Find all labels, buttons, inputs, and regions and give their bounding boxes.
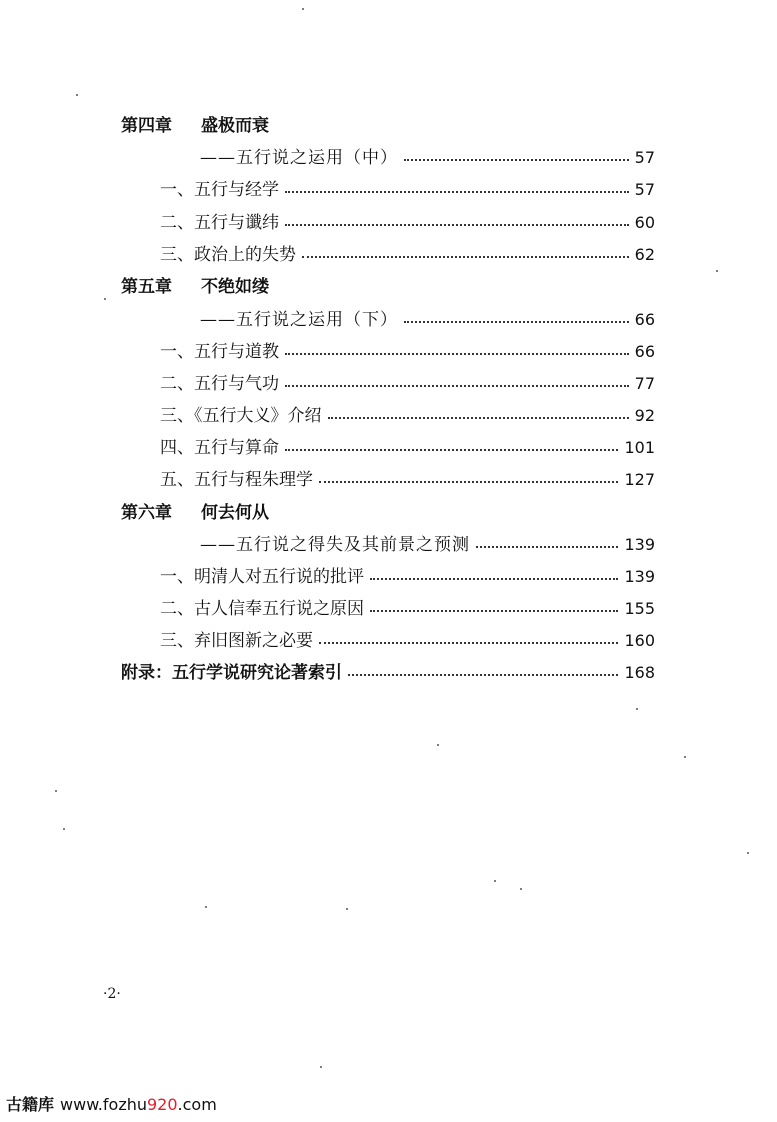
dot-leader: [404, 159, 629, 161]
entry-page-number: 57: [634, 148, 655, 167]
scan-speck: [320, 1066, 322, 1068]
site-name: 古籍库: [6, 1095, 55, 1114]
scan-speck: [520, 888, 522, 890]
dot-leader: [370, 578, 618, 580]
entry-label: 二、古人信奉五行说之原因: [160, 599, 364, 619]
chapter-number: 第四章: [121, 116, 172, 136]
chapter-number: 第六章: [121, 503, 172, 523]
toc-entry: [0, 144, 777, 172]
scan-speck: [63, 828, 65, 830]
entry-label: ——五行说之得失及其前景之预测: [200, 535, 470, 555]
entry-page-number: 101: [624, 438, 655, 457]
scan-speck: [205, 906, 207, 908]
entry-label: 三、弃旧图新之必要: [160, 631, 313, 651]
toc-entry: [0, 306, 777, 334]
entry-page-number: 160: [624, 631, 655, 650]
toc-entry: [0, 402, 777, 430]
toc-entry: [0, 595, 777, 623]
toc-entry: [0, 563, 777, 591]
scan-speck: [636, 708, 638, 710]
dot-leader: [285, 191, 629, 193]
dot-leader: [370, 610, 618, 612]
chapter-title: 盛极而衰: [201, 116, 269, 136]
scan-speck: [55, 790, 57, 792]
scan-speck: [346, 908, 348, 910]
toc-chapter-4: [0, 112, 777, 140]
entry-page-number: 66: [634, 342, 655, 361]
toc-entry: [0, 434, 777, 462]
url-prefix: www.fozhu: [60, 1095, 147, 1114]
entry-label: 五、五行与程朱理学: [160, 470, 313, 490]
dot-leader: [476, 546, 618, 548]
entry-label: ——五行说之运用（下）: [200, 310, 398, 330]
scan-speck: [747, 852, 749, 854]
dot-leader: [285, 224, 629, 226]
entry-label: 一、五行与经学: [160, 180, 279, 200]
entry-page-number: 92: [634, 406, 655, 425]
toc-chapter-6: [0, 499, 777, 527]
toc-entry: [0, 338, 777, 366]
chapter-title: 不绝如缕: [201, 277, 269, 297]
scan-speck: [716, 270, 718, 272]
entry-page-number: 155: [624, 599, 655, 618]
site-footer: [6, 1092, 217, 1115]
page-number: ·2·: [103, 986, 121, 1002]
dot-leader: [285, 449, 618, 451]
entry-label: 一、明清人对五行说的批评: [160, 567, 364, 587]
toc-entry: [0, 466, 777, 494]
entry-page-number: 127: [624, 470, 655, 489]
scan-speck: [302, 8, 304, 10]
url-suffix: .com: [177, 1095, 217, 1114]
entry-label: ——五行说之运用（中）: [200, 148, 398, 168]
dot-leader: [319, 642, 618, 644]
dot-leader: [285, 353, 629, 355]
dot-leader: [285, 385, 629, 387]
scan-speck: [684, 756, 686, 758]
entry-label: 二、五行与谶纬: [160, 213, 279, 233]
dot-leader: [328, 417, 629, 419]
toc-chapter-5: [0, 273, 777, 301]
toc-appendix: [0, 659, 777, 687]
entry-label: 三、《五行大义》介绍: [160, 406, 322, 426]
dot-leader: [319, 481, 618, 483]
appendix-label: 附录：五行学说研究论著索引: [121, 663, 342, 683]
entry-label: 三、政治上的失势: [160, 245, 296, 265]
scan-speck: [437, 744, 439, 746]
entry-label: 四、五行与算命: [160, 438, 279, 458]
toc-entry: [0, 176, 777, 204]
dot-leader: [302, 256, 629, 258]
scan-speck: [494, 880, 496, 882]
entry-label: 一、五行与道教: [160, 342, 279, 362]
toc-entry: [0, 531, 777, 559]
entry-page-number: 62: [634, 245, 655, 264]
chapter-title: 何去何从: [201, 503, 269, 523]
toc-entry: [0, 370, 777, 398]
entry-page-number: 60: [634, 213, 655, 232]
entry-page-number: 57: [634, 180, 655, 199]
entry-page-number: 139: [624, 535, 655, 554]
url-number: 920: [147, 1095, 178, 1114]
entry-label: 二、五行与气功: [160, 374, 279, 394]
toc-entry: [0, 241, 777, 269]
scan-speck: [76, 94, 78, 96]
scan-speck: [104, 298, 106, 300]
entry-page-number: 139: [624, 567, 655, 586]
dot-leader: [348, 674, 618, 676]
entry-page-number: 77: [634, 374, 655, 393]
entry-page-number: 168: [624, 663, 655, 682]
dot-leader: [404, 321, 629, 323]
toc-entry: [0, 627, 777, 655]
chapter-number: 第五章: [121, 277, 172, 297]
entry-page-number: 66: [634, 310, 655, 329]
toc-entry: [0, 209, 777, 237]
